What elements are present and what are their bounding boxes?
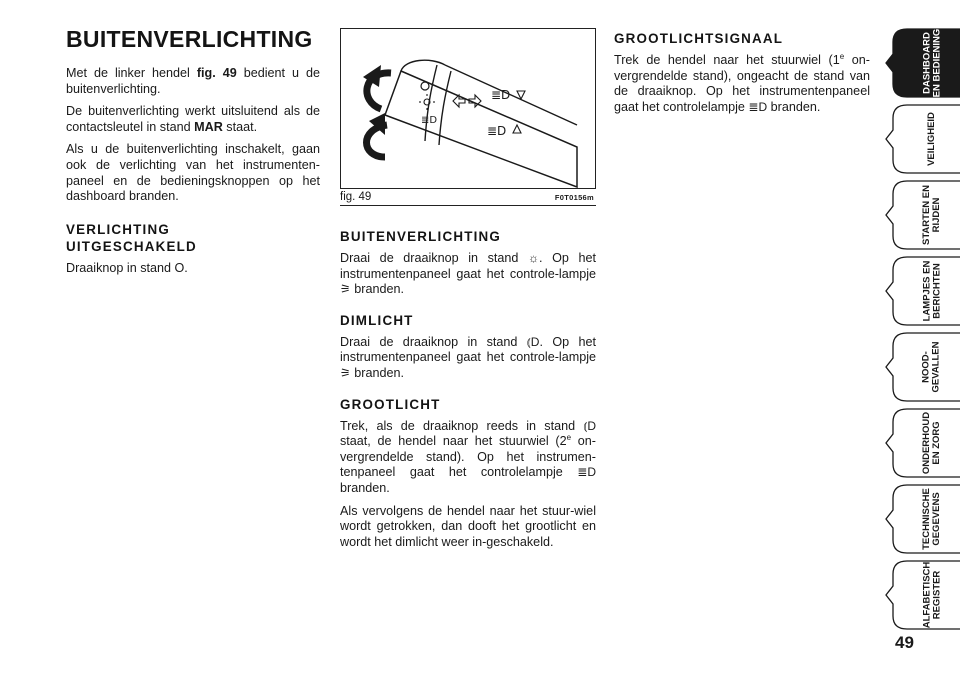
sidelight-lamp-icon: ⚞: [340, 282, 351, 297]
text-run: staat.: [222, 119, 258, 134]
text-run: on-vergrendelde stand), ongeacht de stand van de draaiknop. Op het instrumentenpaneel gaat het controlelampje: [614, 53, 870, 114]
figure-49: [340, 28, 596, 208]
heading-line: VERLICHTING: [66, 221, 170, 237]
sidelight-icon: ☼: [528, 251, 539, 265]
column-middle: [340, 228, 596, 557]
chapter-tab-label-box: [909, 560, 955, 630]
dimlicht-paragraph: [340, 335, 596, 382]
figure-divider: [340, 205, 596, 206]
chapter-tab-label-box: [909, 104, 955, 174]
section-heading-buitenverlichting: BUITENVERLICHTING: [340, 229, 502, 244]
figure-caption: fig. 49: [340, 191, 372, 203]
intro-paragraph: [66, 66, 320, 97]
text-run: Draai de draaiknop in stand: [340, 251, 528, 265]
svg-text:≣D: ≣D: [487, 124, 507, 138]
chapter-tab-4[interactable]: [885, 256, 960, 326]
ordinal-suffix: e: [839, 51, 845, 61]
chapter-tab-8[interactable]: [885, 560, 960, 630]
text-run: branden.: [340, 480, 390, 495]
key-position-label: MAR: [194, 119, 223, 134]
chapter-tab-label: ONDERHOUD EN ZORG: [921, 411, 942, 475]
svg-text:≣D: ≣D: [491, 88, 511, 102]
ordinal-suffix: e: [566, 432, 572, 442]
text-run: bedient u de buitenverlichting.: [66, 66, 320, 96]
page-title: BUITENVERLICHTING: [66, 26, 313, 52]
chapter-tab-label: NOOD- GEVALLEN: [921, 341, 942, 393]
chapter-tab-label: LAMPJES EN BERICHTEN: [921, 260, 942, 322]
chapter-tab-label: ALFABETISCH REGISTER: [921, 561, 942, 629]
figure-frame: [340, 28, 596, 189]
chapter-tab-label-box: [909, 332, 955, 402]
text-run: Draai de draaiknop in stand: [340, 334, 527, 349]
section-heading-off: [66, 221, 320, 255]
chapter-tab-label-box: [909, 408, 955, 478]
figure-reference: fig. 49: [196, 66, 237, 80]
text-run: De buitenverlichting werkt uitsluitend als de contactsleutel in stand: [66, 104, 320, 134]
dipped-beam-icon: ⦅D: [526, 334, 540, 349]
grootlichtsignaal-paragraph: [614, 53, 870, 115]
section-heading-dimlicht: DIMLICHT: [340, 312, 414, 328]
text-run: . Op het instrumentenpaneel gaat het controle-lampje: [340, 334, 596, 365]
heading-line: UITGESCHAKELD: [66, 238, 197, 254]
chapter-tab-label-box: [909, 28, 955, 98]
text-run: Trek de hendel naar het stuurwiel (1: [614, 53, 840, 67]
text-run: staat, de hendel naar het stuurwiel (2: [340, 434, 567, 449]
text-run: branden.: [350, 365, 404, 380]
chapter-tab-label-box: [909, 256, 955, 326]
sidelight-lamp-icon: ⚞: [340, 365, 351, 380]
text-run: Met de linker hendel: [66, 66, 197, 80]
main-beam-icon: ≣D: [577, 465, 596, 480]
section-heading-grootlicht: GROOTLICHT: [340, 396, 441, 412]
chapter-tab-label-box: [909, 180, 955, 250]
main-beam-icon: ≣D: [748, 99, 768, 114]
chapter-tab-label: DASHBOARD EN BEDIENING: [921, 28, 942, 98]
chapter-tab-7[interactable]: [885, 484, 960, 554]
light-stalk-illustration: [341, 29, 595, 188]
off-paragraph: Draaiknop in stand O.: [66, 260, 188, 275]
chapter-tab-5[interactable]: [885, 332, 960, 402]
figure-code: F0T0156m: [554, 193, 594, 202]
page-number: 49: [895, 633, 914, 652]
chapter-tab-label: TECHNISCHE GEGEVENS: [921, 488, 943, 550]
svg-text:≣D: ≣D: [421, 115, 438, 126]
instrument-paragraph: Als u de buitenverlichting inschakelt, gaan ook de verlichting van het instrumenten-paneel en de bedieningsknoppen op het dashboard branden.: [66, 142, 320, 204]
section-heading-grootlichtsignaal: GROOTLICHTSIGNAAL: [614, 31, 784, 46]
contact-paragraph: [66, 104, 320, 135]
column-left: [66, 66, 320, 283]
text-run: Trek, als de draaiknop reeds in stand: [340, 418, 584, 433]
chapter-tab-label: STARTEN EN RIJDEN: [921, 185, 942, 245]
text-run: . Op het instrumentenpaneel gaat het controle-lampje: [340, 251, 596, 281]
text-run: branden.: [767, 99, 821, 114]
chapter-tab-2[interactable]: [885, 104, 960, 174]
chapter-tab-label: VEILIGHEID: [926, 112, 937, 166]
column-right: [614, 30, 870, 122]
chapter-tab-6[interactable]: [885, 408, 960, 478]
dipped-beam-icon: ⦅D: [583, 418, 596, 433]
text-run: branden.: [350, 282, 404, 297]
text-run: on-vergrendelde stand). Op het instrumen-tenpaneel gaat het controlelampje: [340, 434, 596, 480]
chapter-tabs: [885, 28, 960, 638]
grootlicht-off-paragraph: Als vervolgens de hendel naar het stuur-wiel wordt getrokken, dan dooft het grootlicht en wordt het dimlicht weer in-geschakeld.: [340, 503, 596, 549]
buitenverlichting-paragraph: [340, 251, 596, 298]
chapter-tab-3[interactable]: [885, 180, 960, 250]
chapter-tab-1[interactable]: [885, 28, 960, 98]
chapter-tab-label-box: [909, 484, 955, 554]
grootlicht-paragraph: [340, 419, 596, 497]
